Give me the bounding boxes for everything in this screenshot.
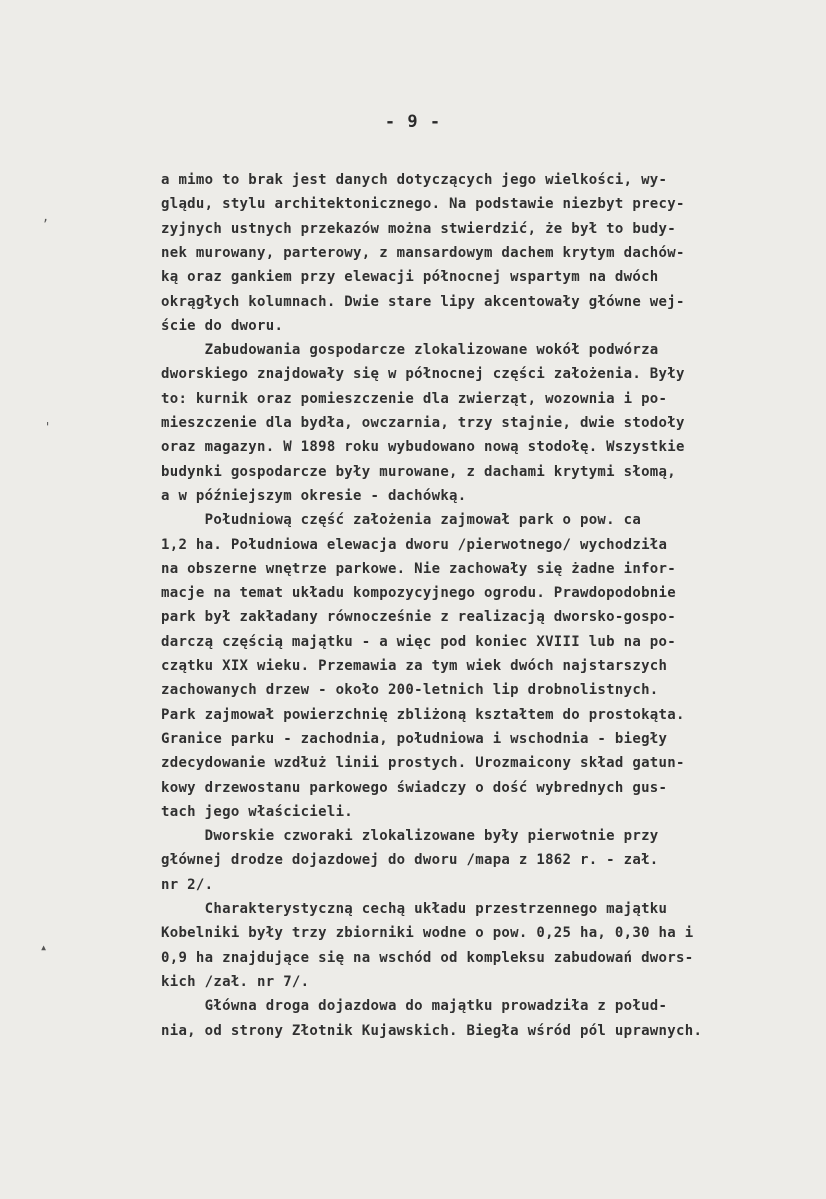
text-line: ką oraz gankiem przy elewacji północnej wspartym na dwóch	[161, 269, 659, 286]
text-line: park był zakładany równocześnie z realizacją dworsko-gospo-	[161, 609, 676, 626]
text-line: glądu, stylu architektonicznego. Na podstawie niezbyt precy-	[161, 196, 685, 213]
text-line: na obszerne wnętrze parkowe. Nie zachowały się żadne infor-	[161, 560, 676, 577]
text-line: 0,9 ha znajdujące się na wschód od kompleksu zabudowań dwors-	[161, 949, 694, 966]
text-line: nia, od strony Złotnik Kujawskich. Biegła wśród pól uprawnych.	[161, 1022, 703, 1039]
text-line: tach jego właścicieli.	[161, 803, 354, 820]
text-line: macje na temat układu kompozycyjnego ogrodu. Prawdopodobnie	[161, 585, 676, 602]
margin-mark: ,	[42, 210, 50, 224]
text-line: głównej drodze dojazdowej do dworu /mapa z 1862 r. - zał.	[161, 852, 659, 869]
text-line: dworskiego znajdowały się w północnej części założenia. Były	[161, 366, 685, 383]
text-line: mieszczenie dla bydła, owczarnia, trzy stajnie, dwie stodoły	[161, 415, 685, 431]
margin-mark: ▴	[40, 940, 48, 954]
text-line: to: kurnik oraz pomieszczenie dla zwierząt, wozownia i po-	[161, 390, 668, 407]
text-line: Południową część założenia zajmował park o pow. ca	[161, 512, 642, 529]
text-line: darczą częścią majątku - a więc pod koniec XVIII lub na po-	[161, 633, 676, 650]
text-line: Granice parku - zachodnia, południowa i wschodnia - biegły	[161, 730, 668, 747]
text-line: Dworskie czworaki zlokalizowane były pierwotnie przy	[161, 828, 659, 845]
text-line: ście do dworu.	[161, 317, 284, 334]
text-line: oraz magazyn. W 1898 roku wybudowano nową stodołę. Wszystkie	[161, 439, 685, 456]
text-line: czątku XIX wieku. Przemawia za tym wiek dwóch najstarszych	[161, 658, 668, 674]
text-line: a mimo to brak jest danych dotyczących jego wielkości, wy-	[161, 172, 668, 188]
text-line: kowy drzewostanu parkowego świadczy o dość wybrednych gus-	[161, 779, 668, 796]
text-line: kich /zał. nr 7/.	[161, 973, 310, 990]
text-line: a w późniejszym okresie - dachówką.	[161, 487, 467, 504]
text-line: Park zajmował powierzchnię zbliżoną kształtem do prostokąta.	[161, 706, 685, 723]
text-line: zdecydowanie wzdłuż linii prostych. Urozmaicony skład gatun-	[161, 755, 685, 772]
text-line: zyjnych ustnych przekazów można stwierdzić, że był to budy-	[161, 220, 676, 237]
page-number: - 9 -	[384, 112, 442, 132]
text-line: Kobelniki były trzy zbiorniki wodne o pow. 0,25 ha, 0,30 ha i	[161, 925, 694, 942]
text-line: Główna droga dojazdowa do majątku prowadziła z połud-	[161, 998, 668, 1015]
text-line: nr 2/.	[161, 876, 214, 893]
margin-mark: '	[44, 420, 52, 434]
text-line: budynki gospodarcze były murowane, z dachami krytymi słomą,	[161, 463, 676, 480]
text-line: nek murowany, parterowy, z mansardowym dachem krytym dachów-	[161, 244, 685, 261]
text-line: zachowanych drzew - około 200-letnich lip drobnolistnych.	[161, 682, 659, 699]
text-line: Zabudowania gospodarcze zlokalizowane wokół podwórza	[161, 342, 659, 359]
text-line: Charakterystyczną cechą układu przestrzennego majątku	[161, 901, 668, 917]
text-line: 1,2 ha. Południowa elewacja dworu /pierwotnego/ wychodziła	[161, 536, 668, 553]
text-line: okrągłych kolumnach. Dwie stare lipy akcentowały główne wej-	[161, 293, 685, 310]
